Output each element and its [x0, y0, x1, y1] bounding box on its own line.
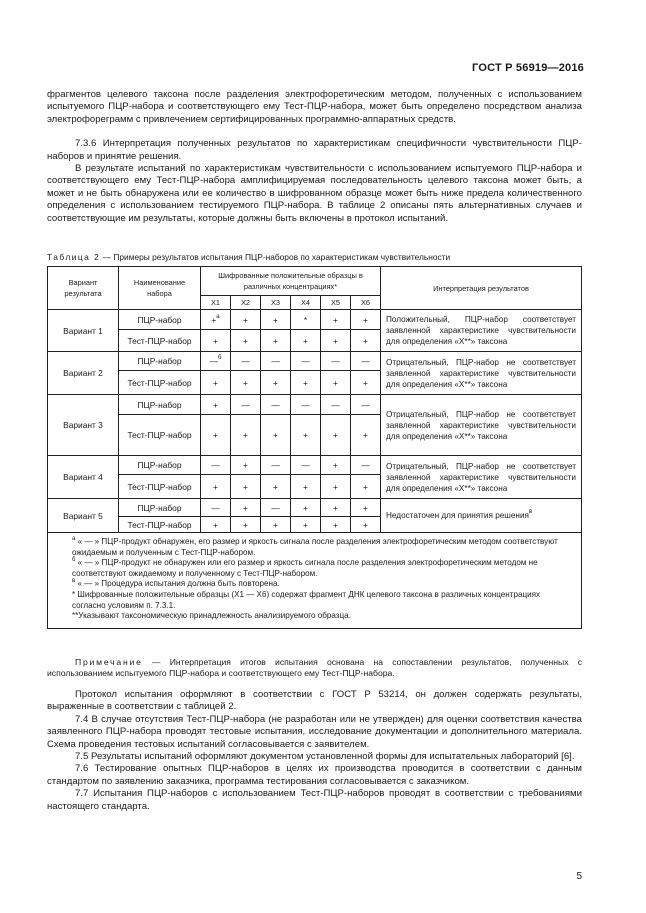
result-cell: —: [351, 395, 381, 415]
kit-pcr-cell: ПЦР-набор: [119, 499, 201, 517]
paragraph-7-7: 7.7 Испытания ПЦР-наборов с использованием Тест-ПЦР-наборов проводят в соответствии с требованиями настоящего стандарта.: [47, 788, 582, 812]
result-cell: +: [351, 499, 381, 517]
result-cell: +: [291, 499, 321, 517]
result-cell: +: [231, 517, 261, 533]
table-caption: [47, 252, 450, 262]
kit-test-cell: Тест-ПЦР-набор: [119, 475, 201, 499]
variant-cell: Вариант 4: [48, 456, 119, 499]
result-cell: —: [351, 352, 381, 371]
header-x6: Х6: [351, 296, 381, 310]
result-cell: +: [291, 330, 321, 352]
kit-pcr-cell: ПЦР-набор: [119, 456, 201, 475]
result-cell: +: [261, 330, 291, 352]
result-cell: —: [291, 456, 321, 475]
result-cell: +: [231, 475, 261, 499]
result-cell: +: [321, 371, 351, 395]
results-table: [47, 266, 582, 629]
header-variant: Вариант результата: [48, 267, 119, 310]
header-x3: Х3: [261, 296, 291, 310]
result-cell: +: [291, 415, 321, 456]
result-cell: +: [351, 371, 381, 395]
paragraph-continuation: фрагментов целевого таксона после разделения электрофоретическим методом, полученных с использованием испытуемого ПЦР-набора и соответствующего ему Тест-ПЦР-набора, может быть определено посредством анализа электрофореграмм с привлечением сертифицированных программно-аппаратных средств.: [47, 89, 582, 125]
result-cell: +: [231, 330, 261, 352]
result-cell: —: [261, 456, 291, 475]
result-cell: +: [291, 371, 321, 395]
result-cell: +$^а$: [201, 310, 231, 330]
kit-test-cell: Тест-ПЦР-набор: [119, 330, 201, 352]
result-cell: +: [291, 517, 321, 533]
footnotes-cell: [48, 533, 582, 629]
kit-test-cell: Тест-ПЦР-набор: [119, 371, 201, 395]
footnote-double-star: **Указывают таксономическую принадлежность анализируемого образца.: [72, 611, 351, 621]
paragraph-protocol: Протокол испытания оформляют в соответствии с ГОСТ Р 53214, он должен содержать результаты, выраженные в соответствии с таблицей 2.: [47, 689, 582, 713]
paragraph-7-3-6: 7.3.6 Интерпретация полученных результатов по характеристикам специфичности чувствительности ПЦР-наборов и принятие решения.: [47, 138, 582, 162]
result-cell: —: [231, 352, 261, 371]
note-text: — Интерпретация итогов испытания основана на сопоставлении результатов, полученных с использованием испытуемого ПЦР-набора и соответствующего ему Тест-ПЦР-набора.: [47, 657, 582, 679]
paragraph-sensitivity: В результате испытаний по характеристикам чувствительности с использованием испытуемого ПЦР-набора и соответствующего ему Тест-ПЦР-набора амплифицируемая последовательность целевого таксона может быть, а может и не быть обнаружена или ее количество в шифрованном образце может быть ниже предела количественного определения с использованием тестируемого ПЦР-набора. В таблице 2 описаны пять альтернативных случаев и соответствующие им результаты, которые должны быть включены в протокол испытаний.: [47, 163, 582, 224]
result-cell: +: [321, 330, 351, 352]
result-cell: +: [201, 475, 231, 499]
document-header: ГОСТ Р 56919—2016: [472, 62, 584, 74]
result-cell: —: [261, 395, 291, 415]
table-row: [48, 352, 582, 371]
result-cell: —: [291, 352, 321, 371]
result-cell: +: [351, 330, 381, 352]
result-cell: —: [321, 395, 351, 415]
table-footnotes: [48, 533, 582, 629]
table-header-row: [48, 267, 582, 296]
header-samples: Шифрованные положительные образцы в различных концентрациях*: [201, 267, 381, 296]
table-row: [48, 456, 582, 475]
table-note: [47, 657, 582, 679]
table-caption-text: — Примеры результатов испытания ПЦР-наборов по характеристикам чувствительности: [100, 252, 451, 262]
footnote-star: * Шифрованные положительные образцы (Х1 — Х6) содержат фрагмент ДНК целевого таксона в различных концентрациях согласно условиям п. 7.3.1.: [72, 589, 541, 610]
footnote-c: $^в$ « — » Процедура испытания должна быть повторена.: [72, 578, 280, 589]
paragraph-7-4: 7.4 В случае отсутствия Тест-ПЦР-набора (не разработан или не утвержден) для оценки соответствия качества заявленного ПЦР-набора проводят тестовые испытания, исследование документации и дополнительного материала. Схема проведения тестовых испытаний согласовывается с заявителем.: [47, 713, 582, 750]
result-cell: +: [231, 456, 261, 475]
result-cell: +: [201, 395, 231, 415]
result-cell: +: [291, 475, 321, 499]
kit-pcr-cell: ПЦР-набор: [119, 352, 201, 371]
result-cell: —: [291, 395, 321, 415]
kit-pcr-cell: ПЦР-набор: [119, 395, 201, 415]
paragraph-7-5: 7.5 Результаты испытаний оформляют документом установленной формы для испытательных лабораторий [6].: [75, 751, 575, 763]
result-cell: +: [351, 475, 381, 499]
interpretation-cell: Положительный, ПЦР-набор соответствует заявленной характеристике чувствительности для определения «Х**» таксона: [381, 310, 582, 352]
result-cell: —: [321, 352, 351, 371]
result-cell: +: [231, 415, 261, 456]
result-cell: +: [321, 499, 351, 517]
page-number: 5: [576, 871, 582, 882]
result-cell: +: [201, 517, 231, 533]
result-cell: +: [201, 371, 231, 395]
table-row: [48, 395, 582, 415]
result-cell: +: [231, 310, 261, 330]
result-cell: +: [321, 475, 351, 499]
result-cell: +: [261, 310, 291, 330]
result-cell: —: [201, 456, 231, 475]
result-cell: —: [351, 456, 381, 475]
text-block-bottom: [47, 689, 582, 813]
result-cell: +: [231, 499, 261, 517]
interpretation-cell: Недостаточен для принятия решения$^в$: [381, 499, 582, 533]
result-cell: +: [261, 517, 291, 533]
result-cell: +: [261, 475, 291, 499]
result-cell: +: [261, 371, 291, 395]
header-kit: Наименование набора: [119, 267, 201, 310]
header-x4: Х4: [291, 296, 321, 310]
header-x1: Х1: [201, 296, 231, 310]
result-cell: —: [201, 499, 231, 517]
variant-cell: Вариант 5: [48, 499, 119, 533]
table-row: [48, 310, 582, 330]
result-cell: +: [201, 415, 231, 456]
kit-test-cell: Тест-ПЦР-набор: [119, 517, 201, 533]
interpretation-cell: Отрицательный, ПЦР-набор не соответствует заявленной характеристике чувствительности для определения «Х**» таксона: [381, 456, 582, 499]
table-caption-label: Таблица 2: [47, 252, 101, 262]
kit-test-cell: Тест-ПЦР-набор: [119, 415, 201, 456]
result-cell: +: [261, 415, 291, 456]
note-label: Примечание: [75, 657, 143, 667]
text-block-top: [47, 89, 582, 225]
result-cell: +: [351, 517, 381, 533]
result-cell: +: [351, 415, 381, 456]
result-cell: +: [321, 415, 351, 456]
header-x2: Х2: [231, 296, 261, 310]
header-interpretation: Интерпретация результатов: [381, 267, 582, 310]
paragraph-7-6: 7.6 Тестирование опытных ПЦР-наборов в целях их производства проводится в соответствии с данным стандартом по заявлению заказчика, программа тестирования согласовывается с заказчиком.: [47, 763, 582, 787]
variant-cell: Вариант 2: [48, 352, 119, 395]
table-row: [48, 499, 582, 517]
footnote-b: $^б$ « — » ПЦР-продукт не обнаружен или его размер и яркость сигнала после разделения электрофоретическим методом не соответствуют ожидаемому и полученному с Тест-ПЦР-набором.: [72, 557, 538, 578]
header-x5: Х5: [321, 296, 351, 310]
result-cell: —: [261, 352, 291, 371]
result-cell: —: [231, 395, 261, 415]
result-cell: —: [261, 499, 291, 517]
interpretation-cell: Отрицательный, ПЦР-набор не соответствует заявленной характеристике чувствительности для определения «Х**» таксона: [381, 352, 582, 395]
result-cell: +: [351, 310, 381, 330]
interpretation-cell: Отрицательный, ПЦР-набор не соответствует заявленной характеристике чувствительности для определения «Х**» таксона: [381, 395, 582, 456]
result-cell: +: [321, 310, 351, 330]
result-cell: +: [321, 517, 351, 533]
kit-pcr-cell: ПЦР-набор: [119, 310, 201, 330]
result-cell: +: [231, 371, 261, 395]
variant-cell: Вариант 3: [48, 395, 119, 456]
result-cell: —$^б$: [201, 352, 231, 371]
result-cell: *: [291, 310, 321, 330]
result-cell: +: [321, 456, 351, 475]
result-cell: +: [201, 330, 231, 352]
footnote-a: $^а$ « — » ПЦР-продукт обнаружен, его размер и яркость сигнала после разделения электрофоретическим методом соответствуют ожидаемым и полученным с Тест-ПЦР-набором.: [72, 536, 558, 557]
variant-cell: Вариант 1: [48, 310, 119, 352]
